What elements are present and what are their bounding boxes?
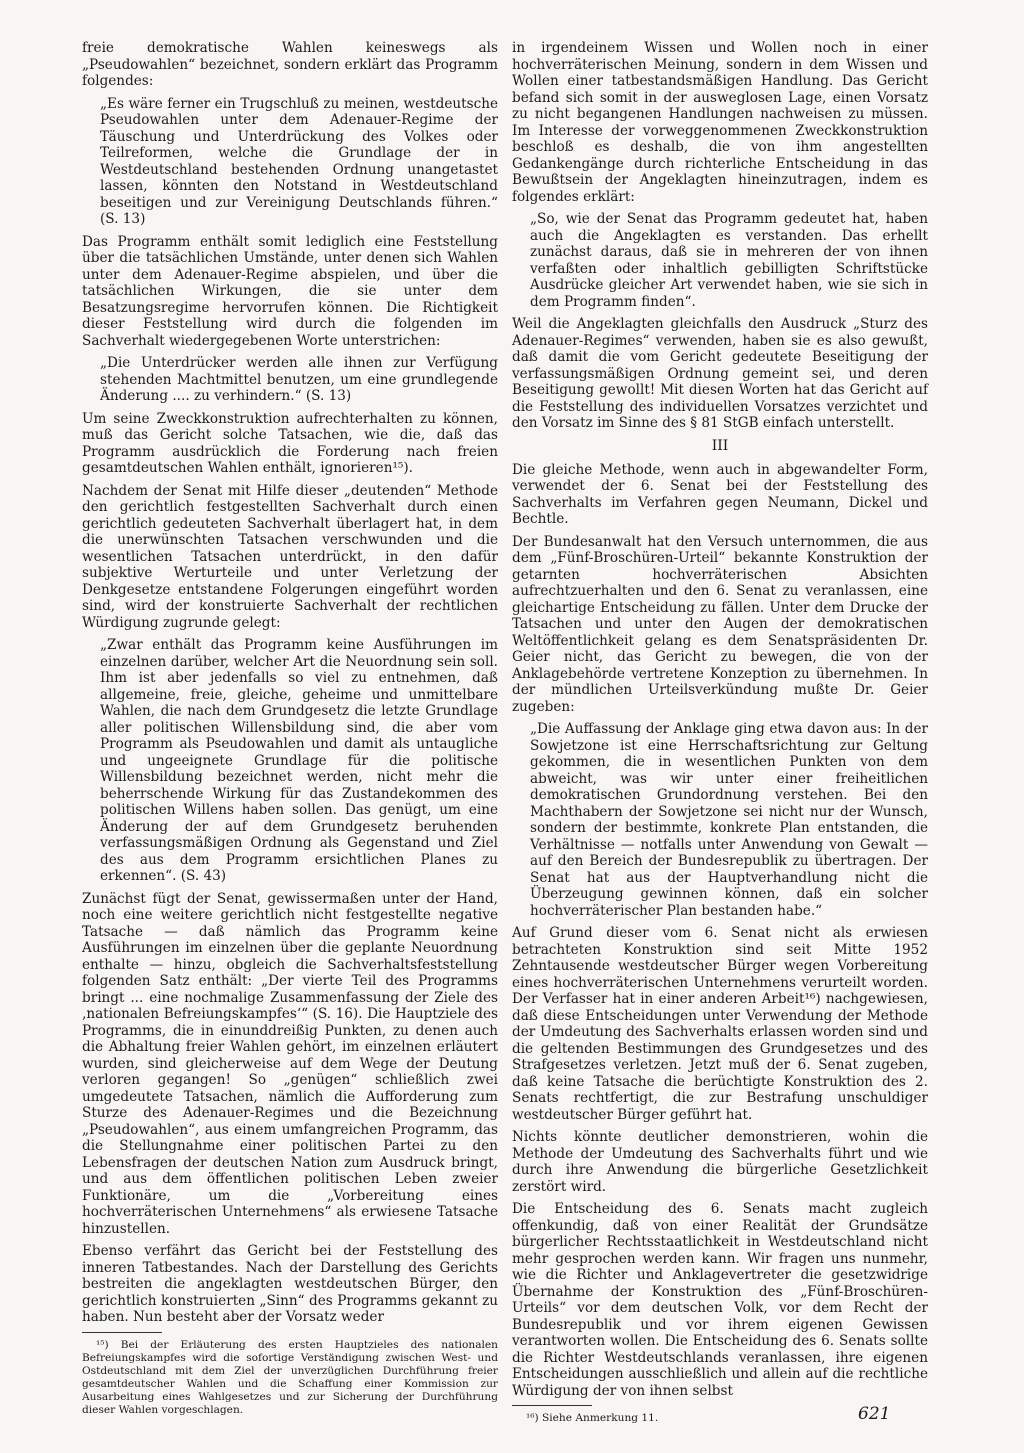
left-column [82, 40, 498, 1421]
block-quote: „Es wäre ferner ein Trugschluß zu meinen, westdeutsche Pseudowahlen unter dem Adenauer-Regime der Täuschung und Unterdrückung des Volkes oder Teilreformen, welche die Grundlage der in Westdeutschland bestehenden Ordnung unangetastet lassen, könnten den Notstand in Westdeutschland beseitigen und zur Vereinigung Deutschlands führen.“ (S. 13) [100, 95, 498, 227]
paragraph: Zunächst fügt der Senat, gewissermaßen unter der Hand, noch eine weitere gerichtlich nicht festgestellte negative Tatsache — daß nämlich das Programm keine Ausführungen im einzelnen über die geplante Neuordnung enthalte — hinzu, obgleich die Sachverhaltsfeststellung folgenden Satz enthält: „Der vierte Teil des Programms bringt ... eine nochmalige Zusammenfassung der Ziele des ‚nationalen Befreiungskampfes‘“ (S. 16). Die Hauptziele des Programms, die in einunddreißig Punkten, zu denen auch die Abhaltung freier Wahlen gehört, im einzelnen erläutert wurden, sind gleicherweise auf dem Wege der Deutung verloren gegangen! So „genügen“ schließlich zwei umgedeutete Tatsachen, nämlich die Aufforderung zum Sturze des Adenauer-Regimes und die Bezeichnung „Pseudowahlen“, aus einem umfangreichen Programm, das die Stellungnahme einer politischen Partei zu den Lebensfragen der deutschen Nation zum Ausdruck bringt, und aus dem öffentlichen politischen Leben zweier Funktionäre, um die „Vorbereitung eines hochverräterischen Unternehmens“ als erwiesene Tatsache hinzustellen. [82, 890, 498, 1237]
paragraph: Der Bundesanwalt hat den Versuch unternommen, die aus dem „Fünf-Broschüren-Urteil“ bekannte Konstruktion der getarnten hochverräterischen Absichten aufrechtzuerhalten und den 6. Senat zu veranlassen, eine gleichartige Entscheidung zu fällen. Unter dem Drucke der Tatsachen und unter den Augen der demokratischen Weltöffentlichkeit gelang es dem Senatspräsidenten Dr. Geier nicht, das Gericht zu bewegen, die von der Anklagebehörde vertretene Konzeption zu übernehmen. In der mündlichen Urteilsverkündung mußte Dr. Geier zugeben: [512, 533, 928, 715]
paragraph: Die Entscheidung des 6. Senats macht zugleich offenkundig, daß von einer Realität der Grundsätze bürgerlicher Rechtsstaatlichkeit in Westdeutschland nicht mehr gesprochen werden kann. Wir fragen uns nunmehr, wie die Richter und Anklagevertreter die gesetzwidrige Übernahme der Konstruktion des „Fünf-Broschüren-Urteils“ vor dem deutschen Volk, vor dem Recht der Bundesrepublik und vor ihrem eigenen Gewissen verantworten wollen. Die Entscheidung des 6. Senats sollte die Richter Westdeutschlands veranlassen, ihre eigenen Entscheidungen ausschließlich und allein auf die rechtliche Würdigung der von ihnen selbst [512, 1201, 928, 1399]
right-column [512, 40, 928, 1429]
paragraph: Nichts könnte deutlicher demonstrieren, wohin die Methode der Umdeutung des Sachverhalts führt und wie durch ihre Anwendung die bürgerliche Gesetzlichkeit zerstört wird. [512, 1129, 928, 1195]
paragraph: freie demokratische Wahlen keineswegs als „Pseudowahlen“ bezeichnet, sondern erklärt das Programm folgendes: [82, 40, 498, 89]
paragraph: in irgendeinem Wissen und Wollen noch in einer hochverräterischen Meinung, sondern in dem Wissen und Wollen einer tatbestandsmäßigen Handlung. Das Gericht befand sich somit in der ausweglosen Lage, einen Vorsatz zu nicht begangenen Handlungen nachweisen zu müssen. Im Interesse der vorweggenommenen Zweckkonstruktion beschloß es deshalb, die von ihm angestellten Gedankengänge durch richterliche Entscheidung in das Bewußtsein der Angeklagten hineinzutragen, indem es folgendes erklärt: [512, 40, 928, 205]
block-quote: „Die Unterdrücker werden alle ihnen zur Verfügung stehenden Machtmittel benutzen, um eine grundlegende Änderung .... zu verhindern.“ (S. 13) [100, 355, 498, 404]
paragraph: Um seine Zweckkonstruktion aufrechterhalten zu können, muß das Gericht solche Tatsachen, wie die, daß das Programm ausdrücklich die Forderung nach freien gesamtdeutschen Wahlen enthält, ignorieren¹⁵). [82, 410, 498, 476]
paragraph: Auf Grund dieser vom 6. Senat nicht als erwiesen betrachteten Konstruktion sind seit Mitte 1952 Zehntausende westdeutscher Bürger wegen Vorbereitung eines hochverräterischen Unternehmens verurteilt worden. Der Verfasser hat in einer anderen Arbeit¹⁶) nachgewiesen, daß diese Entscheidungen unter Verwendung der Methode der Umdeutung des Sachverhalts erlassen worden sind und die geltenden Bestimmungen des Grundgesetzes und des Strafgesetzes verletzen. Jetzt muß der 6. Senat zugeben, daß keine Tatsache die berüchtigte Konstruktion des 2. Senats rechtfertigt, die zur Bestrafung unschuldiger westdeutscher Bürger geführt hat. [512, 925, 928, 1123]
block-quote: „Die Auffassung der Anklage ging etwa davon aus: In der Sowjetzone ist eine Herrschaftsrichtung zur Geltung gekommen, die in wesentlichen Punkten von dem abweicht, was wir unter einer freiheitlichen demokratischen Grundordnung verstehen. Bei den Machthabern der Sowjetzone sei nicht nur der Wunsch, sondern der bestimmte, konkrete Plan entstanden, die Verhältnisse — notfalls unter Anwendung von Gewalt — auf den Bereich der Bundesrepublik zu übertragen. Der Senat hat aus der Hauptverhandlung nicht die Überzeugung gewinnen können, daß ein solcher hochverräterischer Plan bestanden habe.“ [530, 721, 928, 919]
paragraph: Die gleiche Methode, wenn auch in abgewandelter Form, verwendet der 6. Senat bei der Feststellung des Sachverhalts im Verfahren gegen Neumann, Dickel und Bechtle. [512, 461, 928, 527]
footnote-divider [82, 1332, 162, 1333]
block-quote: „So, wie der Senat das Programm gedeutet hat, haben auch die Angeklagten es verstanden. Das erhellt zunächst daraus, daß sie in mehreren der von ihnen verfaßten oder inhaltlich gebilligten Schriftstücke Ausdrücke gleicher Art verwendet haben, wie sie sich in dem Programm finden“. [530, 211, 928, 310]
block-quote: „Zwar enthält das Programm keine Ausführungen im einzelnen darüber, welcher Art die Neuordnung sein soll. Ihm ist aber jedenfalls so viel zu entnehmen, daß allgemeine, freie, gleiche, geheime und unmittelbare Wahlen, die nach dem Grundgesetz die letzte Grundlage aller politischen Willensbildung sind, die aber vom Programm als Pseudowahlen und damit als untaugliche und ungeeignete Grundlage für die politische Willensbildung bezeichnet werden, nicht mehr die beherrschende Wirkung für das Zustandekommen des politischen Willens haben sollen. Das genügt, um eine Änderung der auf dem Grundgesetz beruhenden verfassungsmäßigen Ordnung als Gegenstand und Ziel des aus dem Programm ersichtlichen Planes zu erkennen“. (S. 43) [100, 637, 498, 884]
footnote: ¹⁵) Bei der Erläuterung des ersten Hauptzieles des nationalen Befreiungskampfes wird die sofortige Verständigung zwischen West- und Ostdeutschland mit dem Ziel der unverzüglichen Durchführung freier gesamtdeutscher Wahlen und die Schaffung einer Kommission zur Ausarbeitung eines Wahlgesetzes und zur Sicherung der Durchführung dieser Wahlen vorgeschlagen. [82, 1338, 498, 1416]
paragraph: Das Programm enthält somit lediglich eine Feststellung über die tatsächlichen Umstände, unter denen sich Wahlen unter dem Adenauer-Regime abspielen, und über die tatsächlichen Wirkungen, die sie unter dem Besatzungsregime hervorrufen können. Die Richtigkeit dieser Feststellung wird durch die folgenden im Sachverhalt wiedergegebenen Worte unterstrichen: [82, 233, 498, 349]
section-heading: III [711, 437, 729, 454]
footnote: ¹⁶) Siehe Anmerkung 11. [526, 1412, 659, 1424]
paragraph: Nachdem der Senat mit Hilfe dieser „deutenden“ Methode den gerichtlich festgestellten Sachverhalt durch einen gerichtlich gedeuteten Sachverhalt überlagert hat, in dem die unerwünschten Tatsachen verschwunden und die wesentlichen Tatsachen unterdrückt, in den dafür subjektive Werturteile und unter Verletzung der Denkgesetze entstandene Folgerungen eingeführt worden sind, wird der konstruierte Sachverhalt der rechtlichen Würdigung zugrunde gelegt: [82, 482, 498, 631]
footnote-divider [512, 1405, 592, 1406]
page-number: 621 [858, 1404, 891, 1424]
paragraph: Ebenso verfährt das Gericht bei der Feststellung des inneren Tatbestandes. Nach der Darstellung des Gerichts bestreiten die angeklagten westdeutschen Bürger, den gerichtlich konstruierten „Sinn“ des Programms gekannt zu haben. Nun besteht aber der Vorsatz weder [82, 1243, 498, 1325]
paragraph: Weil die Angeklagten gleichfalls den Ausdruck „Sturz des Adenauer-Regimes“ verwenden, haben sie es also gewußt, daß damit die vom Gericht gedeutete Beseitigung der verfassungsmäßigen Ordnung gemeint sei, und deren Beseitigung gewollt! Mit diesen Worten hat das Gericht auf die Feststellung des individuellen Vorsatzes verzichtet und den Vorsatz im Sinne des § 81 StGB einfach unterstellt. [512, 316, 928, 431]
